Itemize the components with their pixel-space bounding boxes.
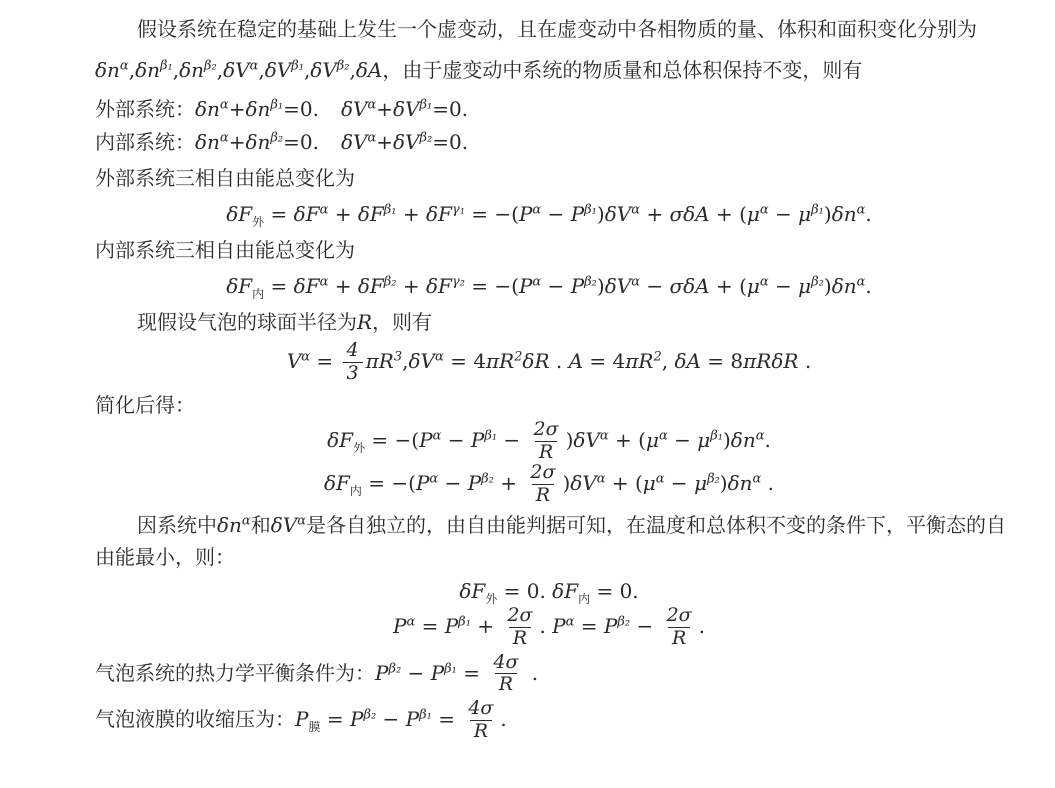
math-run: = −( bbox=[464, 274, 519, 298]
internal-system-constraint-line bbox=[95, 127, 1003, 157]
math-run: − bbox=[441, 427, 471, 452]
text-run: 和 bbox=[250, 512, 271, 537]
math-run: = −( bbox=[464, 202, 519, 226]
superscript: β₂ bbox=[270, 130, 284, 146]
simplified-external-equation bbox=[95, 417, 1003, 463]
math-run: − bbox=[664, 470, 695, 495]
math-run: πR bbox=[485, 348, 515, 373]
math-run: + ( bbox=[709, 202, 747, 226]
math-run: + ( bbox=[709, 274, 747, 298]
film-contraction-pressure-line bbox=[95, 699, 1003, 742]
math-run: P bbox=[295, 707, 309, 732]
math-run: . bbox=[764, 427, 771, 452]
fraction-numerator: 4σ bbox=[468, 697, 494, 720]
math-run: P bbox=[570, 274, 585, 298]
superscript: β₁ bbox=[484, 428, 498, 444]
text-run: 现假设气泡的球面半径为 bbox=[137, 310, 357, 334]
math-run: δV bbox=[408, 348, 435, 373]
math-run: , bbox=[303, 58, 311, 82]
superscript: α bbox=[219, 97, 229, 113]
math-run: ) bbox=[562, 470, 571, 495]
superscript: α bbox=[658, 428, 668, 444]
math-run: P bbox=[570, 202, 585, 226]
math-run: P bbox=[603, 613, 618, 638]
superscript: β₁ bbox=[291, 58, 304, 74]
superscript: α bbox=[532, 202, 542, 218]
text-run: 由能最小，则： bbox=[95, 544, 235, 569]
math-run: δn bbox=[135, 58, 160, 82]
math-run: − bbox=[541, 274, 571, 298]
fraction-denominator: R bbox=[535, 441, 557, 463]
sphere-geometry-equation bbox=[95, 341, 1003, 384]
math-run: πR bbox=[365, 348, 394, 373]
superscript: β₂ bbox=[811, 274, 824, 290]
fraction bbox=[663, 603, 696, 649]
math-run: . bbox=[525, 660, 539, 685]
math-run: δn bbox=[195, 97, 220, 121]
math-run: + bbox=[376, 130, 393, 154]
math-run: μ bbox=[697, 427, 711, 452]
fraction bbox=[489, 650, 522, 696]
math-run: = 0. bbox=[590, 578, 639, 603]
math-run: δn bbox=[245, 130, 271, 154]
fraction bbox=[343, 341, 363, 384]
math-run: δA bbox=[355, 58, 383, 82]
math-run: P bbox=[419, 427, 433, 452]
math-run: + bbox=[396, 202, 426, 226]
math-run: = bbox=[431, 707, 462, 732]
thermodynamic-equilibrium-line bbox=[95, 650, 1003, 696]
math-run: = −( bbox=[361, 470, 416, 495]
fraction-denominator: R bbox=[509, 627, 531, 649]
math-run: − bbox=[401, 660, 431, 685]
superscript: α bbox=[241, 512, 251, 528]
text-run: 内部系统三相自由能总变化为 bbox=[95, 238, 355, 262]
subscript: 外 bbox=[252, 215, 265, 229]
math-run: δF bbox=[293, 274, 320, 298]
math-run: δF bbox=[323, 470, 350, 495]
math-run: δA bbox=[674, 348, 701, 373]
math-run: P bbox=[467, 470, 482, 495]
math-run: P bbox=[444, 613, 459, 638]
math-run: = bbox=[574, 613, 604, 638]
superscript: α bbox=[759, 202, 769, 218]
math-run: δF bbox=[327, 427, 354, 452]
math-run: ) bbox=[596, 202, 605, 226]
math-run: δF bbox=[459, 578, 486, 603]
math-run: =0. bbox=[283, 97, 319, 121]
fraction bbox=[530, 417, 563, 463]
math-run: πR bbox=[625, 348, 654, 373]
superscript: β₂ bbox=[336, 58, 350, 74]
superscript: β₂ bbox=[707, 471, 720, 487]
math-run: , bbox=[349, 58, 356, 82]
math-run: πRδR bbox=[743, 348, 799, 373]
math-run: = bbox=[264, 274, 294, 298]
text-run: 因系统中 bbox=[137, 512, 217, 537]
math-run: = bbox=[415, 613, 445, 638]
math-run: P bbox=[518, 202, 533, 226]
math-run: δV bbox=[223, 58, 250, 82]
superscript: α bbox=[319, 202, 329, 218]
superscript: α bbox=[596, 471, 606, 487]
math-run: P bbox=[392, 613, 407, 638]
math-run: . bbox=[549, 348, 569, 373]
subscript: 外 bbox=[485, 591, 498, 606]
math-run: = 8 bbox=[700, 348, 744, 373]
math-run: δn bbox=[95, 58, 120, 82]
math-run: δV bbox=[310, 58, 337, 82]
math-run: δn bbox=[217, 512, 242, 537]
math-run: δn bbox=[831, 202, 857, 226]
math-run: =0. bbox=[283, 130, 319, 154]
simplified-internal-equation bbox=[95, 460, 1003, 506]
math-run: δV bbox=[573, 427, 600, 452]
math-run: μ bbox=[642, 470, 656, 495]
math-run: V bbox=[286, 348, 302, 373]
math-run: δV bbox=[570, 470, 597, 495]
math-run: + bbox=[328, 202, 358, 226]
simplified-result-heading bbox=[95, 390, 1003, 420]
math-run: ) bbox=[823, 202, 832, 226]
text-run: 气泡液膜的收缩压为： bbox=[95, 707, 295, 732]
fraction-numerator: 2σ bbox=[507, 603, 533, 626]
math-run: + bbox=[328, 274, 358, 298]
superscript: α bbox=[856, 202, 866, 218]
math-run: + bbox=[228, 130, 246, 154]
math-run: . bbox=[865, 274, 872, 298]
superscript: α bbox=[406, 613, 416, 629]
math-run: δF bbox=[293, 202, 320, 226]
fraction-numerator: 2σ bbox=[530, 460, 556, 483]
math-run: , bbox=[128, 58, 136, 82]
math-run: ) bbox=[722, 427, 731, 452]
subscript: 膜 bbox=[308, 720, 321, 735]
math-run: + ( bbox=[608, 427, 646, 452]
superscript: α bbox=[565, 613, 575, 629]
math-run: − bbox=[667, 427, 698, 452]
text-run: 外部系统： bbox=[95, 97, 195, 121]
superscript: β₁ bbox=[458, 613, 471, 629]
math-run: μ bbox=[746, 202, 760, 226]
superscript: 3 bbox=[393, 349, 403, 365]
math-run: . bbox=[539, 613, 553, 638]
fraction-numerator: 2σ bbox=[666, 603, 692, 626]
math-run: , bbox=[661, 348, 675, 373]
math-run: δV bbox=[393, 130, 420, 154]
math-run: δn bbox=[730, 427, 756, 452]
fraction-numerator: 2σ bbox=[533, 417, 559, 440]
fraction-denominator: R bbox=[668, 627, 690, 649]
math-run: σδA bbox=[669, 274, 710, 298]
math-run: , bbox=[402, 348, 409, 373]
fraction-denominator: 3 bbox=[343, 362, 363, 384]
math-run: δn bbox=[195, 130, 220, 154]
superscript: α bbox=[367, 97, 377, 113]
math-run: σδA bbox=[669, 202, 710, 226]
internal-free-energy-equation bbox=[95, 271, 1003, 301]
bubble-radius-assumption-line bbox=[95, 307, 1003, 337]
fraction-denominator: R bbox=[532, 484, 554, 506]
math-run: δR bbox=[522, 348, 550, 373]
superscript: γ₂ bbox=[451, 274, 465, 290]
math-run: + bbox=[228, 97, 246, 121]
text-run: 假设系统在稳定的基础上发生一个虚变动，且在虚变动中各相物质的量、体积和面积变化分别为 bbox=[137, 17, 977, 41]
math-run: μ bbox=[798, 274, 812, 298]
pressure-relation-equation bbox=[95, 603, 1003, 649]
superscript: β₂ bbox=[204, 58, 217, 74]
math-run: P bbox=[405, 707, 420, 732]
equilibrium-condition-equation bbox=[95, 576, 1003, 606]
math-run: + bbox=[376, 97, 393, 121]
variation-symbols-line bbox=[95, 55, 1003, 85]
text-run: 气泡系统的热力学平衡条件为： bbox=[95, 660, 375, 685]
math-run: δV bbox=[604, 274, 632, 298]
math-run: . bbox=[865, 202, 872, 226]
superscript: β₁ bbox=[710, 428, 723, 444]
intro-paragraph-line-1 bbox=[95, 14, 1003, 44]
text-run: ，由于虚变动中系统的物质量和总体积保持不变，则有 bbox=[382, 58, 863, 82]
math-run: + ( bbox=[605, 470, 643, 495]
math-run: δF bbox=[426, 202, 452, 226]
math-run: δF bbox=[552, 578, 579, 603]
math-run: δF bbox=[426, 274, 452, 298]
external-free-energy-equation bbox=[95, 199, 1003, 229]
math-run: P bbox=[349, 707, 364, 732]
superscript: γ₁ bbox=[451, 202, 465, 218]
math-run: μ bbox=[645, 427, 659, 452]
superscript: α bbox=[755, 428, 765, 444]
math-run: , bbox=[172, 58, 180, 82]
internal-free-energy-heading bbox=[95, 235, 1003, 265]
superscript: β₁ bbox=[444, 660, 457, 676]
math-run: , bbox=[258, 58, 265, 82]
math-run: = −( bbox=[365, 427, 420, 452]
superscript: 2 bbox=[514, 349, 523, 365]
fraction-numerator: 4σ bbox=[493, 650, 519, 673]
math-run: − bbox=[497, 427, 527, 452]
superscript: α bbox=[297, 512, 306, 528]
math-run: =0. bbox=[432, 97, 469, 121]
math-run: δV bbox=[270, 512, 298, 537]
independence-paragraph-line-1 bbox=[95, 510, 1006, 540]
superscript: β₁ bbox=[419, 97, 433, 113]
subscript: 内 bbox=[578, 591, 591, 606]
math-run: ) bbox=[565, 427, 574, 452]
subscript: 内 bbox=[252, 287, 265, 301]
math-run: = bbox=[310, 348, 340, 373]
math-run: δn bbox=[245, 97, 271, 121]
math-run: + bbox=[396, 274, 426, 298]
math-run: . bbox=[761, 470, 775, 495]
math-run: = bbox=[264, 202, 294, 226]
math-run: =0. bbox=[432, 130, 469, 154]
math-run: P bbox=[552, 613, 566, 638]
math-run: R bbox=[357, 310, 373, 334]
superscript: α bbox=[249, 58, 259, 74]
math-run: δV bbox=[340, 97, 368, 121]
superscript: α bbox=[599, 428, 609, 444]
math-run: δn bbox=[831, 274, 857, 298]
superscript: β₁ bbox=[584, 202, 597, 218]
external-free-energy-heading bbox=[95, 163, 1003, 193]
fraction bbox=[464, 699, 497, 742]
superscript: β₂ bbox=[481, 471, 494, 487]
fraction bbox=[526, 460, 559, 506]
superscript: β₂ bbox=[363, 707, 377, 723]
superscript: β₁ bbox=[159, 58, 173, 74]
fraction-denominator: R bbox=[470, 720, 492, 742]
math-run: + bbox=[639, 202, 670, 226]
math-run: P bbox=[415, 470, 430, 495]
superscript: α bbox=[219, 130, 229, 146]
math-run: , bbox=[216, 58, 224, 82]
subscript: 内 bbox=[349, 483, 362, 498]
math-run: δV bbox=[264, 58, 292, 82]
superscript: β₂ bbox=[388, 660, 402, 676]
superscript: α bbox=[856, 274, 866, 290]
superscript: β₁ bbox=[383, 202, 397, 218]
superscript: α bbox=[631, 274, 640, 290]
math-run: = 4 bbox=[443, 348, 486, 373]
superscript: β₂ bbox=[617, 613, 631, 629]
fraction-numerator: 4 bbox=[346, 339, 359, 361]
math-run: P bbox=[430, 660, 445, 685]
subscript: 外 bbox=[353, 440, 366, 455]
math-run: − bbox=[768, 274, 799, 298]
math-run: . bbox=[798, 348, 812, 373]
superscript: 2 bbox=[653, 349, 662, 365]
math-run: μ bbox=[798, 202, 812, 226]
math-run: μ bbox=[746, 274, 760, 298]
math-run: δV bbox=[604, 202, 632, 226]
text-run: 外部系统三相自由能总变化为 bbox=[95, 166, 355, 190]
math-run: ) bbox=[823, 274, 832, 298]
math-run: δF bbox=[226, 274, 253, 298]
superscript: α bbox=[301, 349, 311, 365]
math-run: − bbox=[768, 202, 799, 226]
superscript: β₁ bbox=[419, 707, 432, 723]
superscript: α bbox=[367, 130, 377, 146]
math-run: μ bbox=[694, 470, 708, 495]
superscript: α bbox=[432, 428, 442, 444]
superscript: α bbox=[319, 274, 329, 290]
math-run: + bbox=[493, 470, 524, 495]
math-run: δV bbox=[393, 97, 420, 121]
superscript: β₂ bbox=[383, 274, 397, 290]
math-run: ) bbox=[596, 274, 605, 298]
superscript: α bbox=[434, 349, 444, 365]
math-run: A bbox=[568, 348, 584, 373]
math-run: ) bbox=[719, 470, 728, 495]
superscript: α bbox=[631, 202, 640, 218]
math-run: = 4 bbox=[583, 348, 626, 373]
superscript: α bbox=[752, 471, 762, 487]
math-run: P bbox=[470, 427, 485, 452]
math-run: . bbox=[698, 613, 706, 638]
text-run: 内部系统： bbox=[95, 130, 195, 154]
text-run: ，则有 bbox=[372, 310, 433, 334]
superscript: β₁ bbox=[270, 97, 284, 113]
math-run: δn bbox=[179, 58, 204, 82]
math-run: δF bbox=[357, 202, 384, 226]
math-run: − bbox=[639, 274, 670, 298]
superscript: β₁ bbox=[811, 202, 824, 218]
math-run: P bbox=[518, 274, 533, 298]
superscript: α bbox=[759, 274, 769, 290]
math-run: δV bbox=[340, 130, 368, 154]
math-run: δF bbox=[226, 202, 253, 226]
math-run: − bbox=[541, 202, 571, 226]
fraction-denominator: R bbox=[495, 673, 517, 695]
superscript: α bbox=[119, 58, 129, 74]
superscript: α bbox=[532, 274, 542, 290]
math-run: . bbox=[500, 707, 507, 732]
math-run: = bbox=[456, 660, 487, 685]
text-run: 是各自独立的，由自由能判据可知，在温度和总体积不变的条件下，平衡态的自 bbox=[305, 512, 1006, 537]
superscript: β₂ bbox=[419, 130, 433, 146]
independence-paragraph-line-2 bbox=[95, 542, 1003, 572]
math-run: P bbox=[375, 660, 389, 685]
math-run: = 0. bbox=[497, 578, 553, 603]
superscript: α bbox=[655, 471, 665, 487]
math-run: − bbox=[438, 470, 468, 495]
text-run: 简化后得： bbox=[95, 392, 195, 417]
math-run: δn bbox=[727, 470, 753, 495]
math-run: − bbox=[376, 707, 406, 732]
external-system-constraint-line bbox=[95, 94, 1003, 124]
fraction bbox=[503, 603, 536, 649]
math-run: − bbox=[630, 613, 660, 638]
math-run: + bbox=[470, 613, 501, 638]
math-run: = bbox=[320, 707, 350, 732]
superscript: α bbox=[429, 471, 439, 487]
superscript: β₂ bbox=[584, 274, 597, 290]
math-run: δF bbox=[357, 274, 384, 298]
